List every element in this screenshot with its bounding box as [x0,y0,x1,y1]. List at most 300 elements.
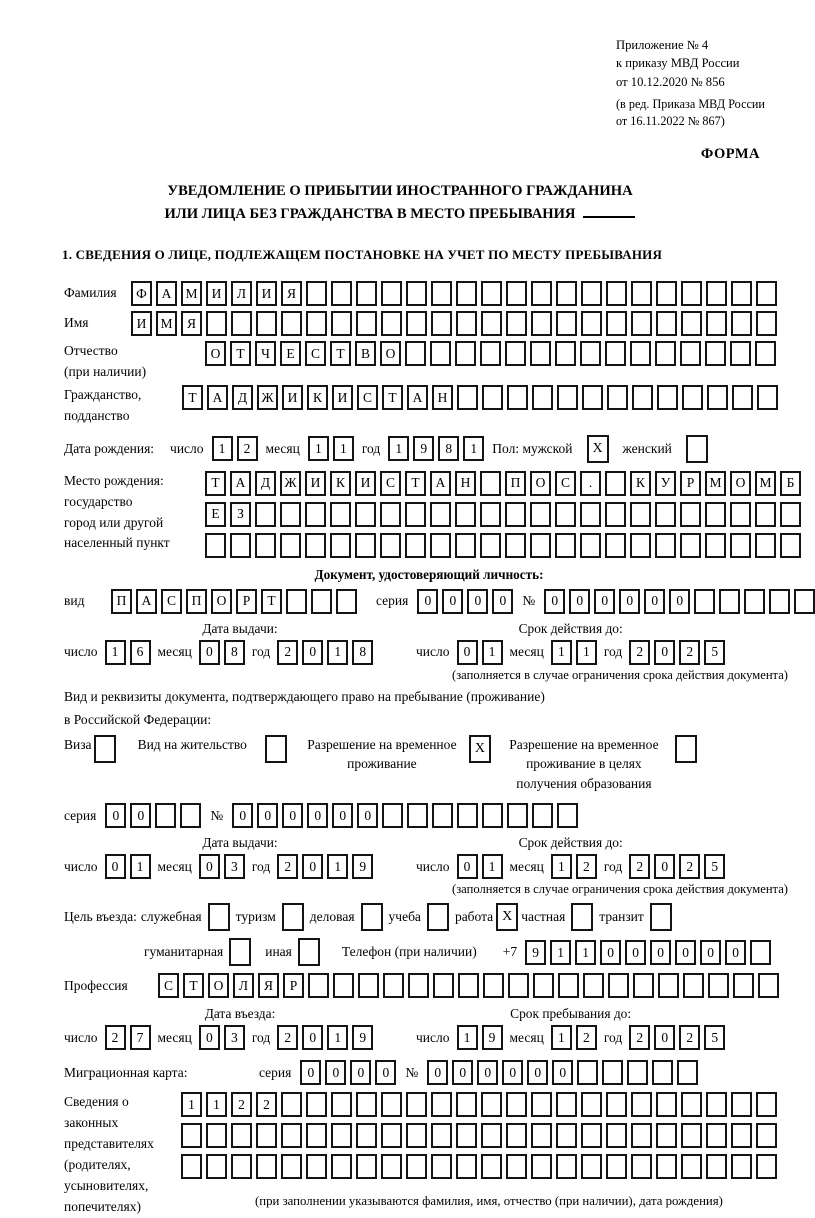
char-cell[interactable] [406,1092,427,1117]
char-cell[interactable] [432,803,453,828]
char-cell[interactable]: 0 [725,940,746,965]
char-cell[interactable]: И [305,471,326,496]
char-cell[interactable]: 0 [130,803,151,828]
char-cell[interactable]: 6 [130,640,151,665]
char-cell[interactable] [231,311,252,336]
char-cell[interactable]: 0 [502,1060,523,1085]
char-cell[interactable] [606,311,627,336]
char-cell[interactable] [206,311,227,336]
char-cell[interactable]: У [655,471,676,496]
char-cell[interactable] [731,1123,752,1148]
char-cell[interactable] [708,973,729,998]
char-cell[interactable]: 0 [669,589,690,614]
option-visa-checkbox[interactable] [94,735,116,763]
char-cell[interactable] [681,281,702,306]
char-cell[interactable]: Е [280,341,301,366]
purpose-other-checkbox[interactable] [298,938,320,966]
char-cell[interactable] [655,533,676,558]
char-cell[interactable] [230,533,251,558]
char-cell[interactable]: 2 [237,436,258,461]
char-cell[interactable]: 0 [307,803,328,828]
char-cell[interactable]: 1 [482,854,503,879]
char-cell[interactable] [286,589,307,614]
char-cell[interactable] [530,341,551,366]
char-cell[interactable] [331,1092,352,1117]
char-cell[interactable] [356,1123,377,1148]
char-cell[interactable] [330,533,351,558]
char-cell[interactable] [705,502,726,527]
char-cell[interactable] [280,533,301,558]
char-cell[interactable] [206,1123,227,1148]
char-cell[interactable] [657,385,678,410]
char-cell[interactable]: 1 [576,640,597,665]
char-cell[interactable]: 0 [675,940,696,965]
char-cell[interactable] [694,589,715,614]
char-cell[interactable] [605,341,626,366]
char-cell[interactable] [383,973,404,998]
char-cell[interactable] [730,502,751,527]
char-cell[interactable] [311,589,332,614]
char-cell[interactable] [530,533,551,558]
char-cell[interactable]: О [730,471,751,496]
char-cell[interactable]: И [256,281,277,306]
char-cell[interactable] [306,1154,327,1179]
char-cell[interactable]: 0 [199,1025,220,1050]
char-cell[interactable] [631,311,652,336]
char-cell[interactable]: 0 [654,640,675,665]
char-cell[interactable]: 0 [302,1025,323,1050]
char-cell[interactable] [731,281,752,306]
char-cell[interactable] [431,1154,452,1179]
char-cell[interactable] [458,973,479,998]
char-cell[interactable] [255,502,276,527]
char-cell[interactable]: Т [182,385,203,410]
char-cell[interactable] [356,311,377,336]
char-cell[interactable]: 2 [679,1025,700,1050]
char-cell[interactable] [506,311,527,336]
char-cell[interactable]: 2 [629,640,650,665]
char-cell[interactable]: Н [432,385,453,410]
char-cell[interactable] [433,973,454,998]
char-cell[interactable]: 9 [352,1025,373,1050]
char-cell[interactable] [706,1154,727,1179]
char-cell[interactable]: 2 [231,1092,252,1117]
char-cell[interactable] [730,341,751,366]
char-cell[interactable] [481,1154,502,1179]
char-cell[interactable]: Я [281,281,302,306]
char-cell[interactable]: 0 [552,1060,573,1085]
sex-female-checkbox[interactable] [686,435,708,463]
char-cell[interactable] [630,533,651,558]
char-cell[interactable] [577,1060,598,1085]
char-cell[interactable]: Т [205,471,226,496]
char-cell[interactable] [607,385,628,410]
char-cell[interactable] [480,533,501,558]
char-cell[interactable]: 1 [551,854,572,879]
char-cell[interactable] [681,1123,702,1148]
char-cell[interactable] [652,1060,673,1085]
char-cell[interactable]: 3 [224,854,245,879]
char-cell[interactable] [756,311,777,336]
char-cell[interactable] [756,1092,777,1117]
char-cell[interactable]: 0 [594,589,615,614]
char-cell[interactable]: Р [236,589,257,614]
char-cell[interactable] [356,281,377,306]
char-cell[interactable] [455,533,476,558]
char-cell[interactable]: 0 [457,854,478,879]
char-cell[interactable]: 1 [550,940,571,965]
char-cell[interactable]: 1 [327,640,348,665]
purpose-study-checkbox[interactable] [427,903,449,931]
char-cell[interactable] [606,281,627,306]
char-cell[interactable]: Е [205,502,226,527]
char-cell[interactable] [581,1092,602,1117]
char-cell[interactable]: 1 [457,1025,478,1050]
char-cell[interactable] [155,803,176,828]
char-cell[interactable]: 0 [569,589,590,614]
char-cell[interactable] [631,1123,652,1148]
char-cell[interactable] [680,502,701,527]
char-cell[interactable] [750,940,771,965]
char-cell[interactable] [455,341,476,366]
option-temp-residence-education-checkbox[interactable] [675,735,697,763]
char-cell[interactable] [756,281,777,306]
char-cell[interactable]: 0 [442,589,463,614]
char-cell[interactable] [731,1154,752,1179]
char-cell[interactable] [430,341,451,366]
char-cell[interactable]: П [505,471,526,496]
char-cell[interactable] [706,281,727,306]
char-cell[interactable]: 1 [206,1092,227,1117]
char-cell[interactable] [631,1092,652,1117]
char-cell[interactable] [755,502,776,527]
char-cell[interactable] [602,1060,623,1085]
char-cell[interactable]: Р [680,471,701,496]
char-cell[interactable] [605,502,626,527]
char-cell[interactable]: Б [780,471,801,496]
char-cell[interactable]: 1 [181,1092,202,1117]
option-residence-permit-checkbox[interactable] [265,735,287,763]
char-cell[interactable] [406,1123,427,1148]
char-cell[interactable]: И [282,385,303,410]
char-cell[interactable] [181,1154,202,1179]
char-cell[interactable] [580,502,601,527]
char-cell[interactable] [631,281,652,306]
char-cell[interactable]: 0 [477,1060,498,1085]
char-cell[interactable] [481,311,502,336]
char-cell[interactable]: К [630,471,651,496]
char-cell[interactable]: С [158,973,179,998]
char-cell[interactable] [382,803,403,828]
char-cell[interactable] [456,281,477,306]
char-cell[interactable] [780,502,801,527]
char-cell[interactable]: Д [232,385,253,410]
char-cell[interactable] [680,341,701,366]
char-cell[interactable]: Т [183,973,204,998]
char-cell[interactable]: 1 [575,940,596,965]
char-cell[interactable] [281,311,302,336]
sex-male-checkbox[interactable]: X [587,435,609,463]
char-cell[interactable] [508,973,529,998]
char-cell[interactable]: 0 [625,940,646,965]
char-cell[interactable] [480,471,501,496]
char-cell[interactable]: 0 [357,803,378,828]
purpose-humanitarian-checkbox[interactable] [229,938,251,966]
char-cell[interactable] [305,533,326,558]
char-cell[interactable] [180,803,201,828]
char-cell[interactable]: 0 [302,640,323,665]
char-cell[interactable] [356,1092,377,1117]
char-cell[interactable] [606,1092,627,1117]
char-cell[interactable] [605,471,626,496]
char-cell[interactable] [407,803,428,828]
char-cell[interactable] [506,1092,527,1117]
char-cell[interactable]: 5 [704,1025,725,1050]
char-cell[interactable]: 8 [438,436,459,461]
char-cell[interactable] [731,1092,752,1117]
char-cell[interactable] [456,1154,477,1179]
char-cell[interactable]: А [136,589,157,614]
char-cell[interactable] [532,385,553,410]
char-cell[interactable]: О [211,589,232,614]
char-cell[interactable]: 1 [130,854,151,879]
char-cell[interactable] [633,973,654,998]
char-cell[interactable] [683,973,704,998]
char-cell[interactable]: 0 [644,589,665,614]
char-cell[interactable] [256,311,277,336]
char-cell[interactable]: 0 [199,854,220,879]
char-cell[interactable]: 0 [457,640,478,665]
char-cell[interactable]: С [380,471,401,496]
char-cell[interactable]: 0 [544,589,565,614]
char-cell[interactable]: К [307,385,328,410]
char-cell[interactable] [336,589,357,614]
char-cell[interactable]: 0 [300,1060,321,1085]
char-cell[interactable] [630,341,651,366]
char-cell[interactable]: П [186,589,207,614]
char-cell[interactable] [333,973,354,998]
char-cell[interactable] [681,1154,702,1179]
char-cell[interactable] [556,1154,577,1179]
purpose-private-checkbox[interactable] [571,903,593,931]
char-cell[interactable]: А [156,281,177,306]
char-cell[interactable] [306,1092,327,1117]
char-cell[interactable] [331,1123,352,1148]
char-cell[interactable] [306,281,327,306]
char-cell[interactable]: 8 [352,640,373,665]
char-cell[interactable]: Т [330,341,351,366]
char-cell[interactable]: Ж [257,385,278,410]
char-cell[interactable]: 0 [427,1060,448,1085]
char-cell[interactable]: 2 [105,1025,126,1050]
char-cell[interactable]: 3 [224,1025,245,1050]
char-cell[interactable] [381,1123,402,1148]
char-cell[interactable]: С [357,385,378,410]
char-cell[interactable] [530,502,551,527]
char-cell[interactable] [780,533,801,558]
char-cell[interactable] [758,973,779,998]
purpose-commercial-checkbox[interactable] [361,903,383,931]
char-cell[interactable] [281,1092,302,1117]
char-cell[interactable] [408,973,429,998]
char-cell[interactable] [280,502,301,527]
char-cell[interactable] [355,502,376,527]
char-cell[interactable]: 0 [452,1060,473,1085]
char-cell[interactable] [181,1123,202,1148]
char-cell[interactable] [381,1154,402,1179]
char-cell[interactable]: Н [455,471,476,496]
char-cell[interactable]: 8 [224,640,245,665]
char-cell[interactable]: 1 [308,436,329,461]
char-cell[interactable] [656,1092,677,1117]
char-cell[interactable] [505,502,526,527]
char-cell[interactable]: 9 [352,854,373,879]
char-cell[interactable]: М [705,471,726,496]
char-cell[interactable] [755,341,776,366]
char-cell[interactable] [281,1123,302,1148]
char-cell[interactable] [680,533,701,558]
char-cell[interactable]: 1 [212,436,233,461]
char-cell[interactable]: 0 [282,803,303,828]
char-cell[interactable] [358,973,379,998]
char-cell[interactable]: 2 [576,854,597,879]
char-cell[interactable]: Я [258,973,279,998]
char-cell[interactable]: 1 [105,640,126,665]
char-cell[interactable] [308,973,329,998]
char-cell[interactable] [608,973,629,998]
char-cell[interactable] [558,973,579,998]
char-cell[interactable]: О [380,341,401,366]
purpose-business-checkbox[interactable] [208,903,230,931]
char-cell[interactable]: А [430,471,451,496]
char-cell[interactable] [630,502,651,527]
char-cell[interactable] [331,281,352,306]
char-cell[interactable]: П [111,589,132,614]
char-cell[interactable]: 2 [629,854,650,879]
char-cell[interactable] [507,385,528,410]
char-cell[interactable]: А [207,385,228,410]
char-cell[interactable] [506,1154,527,1179]
char-cell[interactable] [555,533,576,558]
char-cell[interactable]: А [407,385,428,410]
char-cell[interactable] [556,311,577,336]
char-cell[interactable] [256,1154,277,1179]
char-cell[interactable] [756,1123,777,1148]
char-cell[interactable]: 2 [576,1025,597,1050]
char-cell[interactable]: 0 [199,640,220,665]
char-cell[interactable] [557,803,578,828]
char-cell[interactable] [531,311,552,336]
char-cell[interactable]: . [580,471,601,496]
char-cell[interactable] [206,1154,227,1179]
char-cell[interactable]: А [230,471,251,496]
char-cell[interactable]: О [208,973,229,998]
char-cell[interactable]: Ж [280,471,301,496]
char-cell[interactable] [733,973,754,998]
char-cell[interactable] [581,281,602,306]
char-cell[interactable] [482,803,503,828]
char-cell[interactable] [482,385,503,410]
char-cell[interactable] [480,502,501,527]
char-cell[interactable]: Т [382,385,403,410]
char-cell[interactable] [457,385,478,410]
char-cell[interactable] [231,1123,252,1148]
char-cell[interactable] [406,1154,427,1179]
char-cell[interactable] [331,311,352,336]
char-cell[interactable] [655,341,676,366]
char-cell[interactable] [431,1092,452,1117]
char-cell[interactable] [605,533,626,558]
char-cell[interactable]: И [131,311,152,336]
char-cell[interactable] [306,311,327,336]
char-cell[interactable] [755,533,776,558]
char-cell[interactable]: Ч [255,341,276,366]
char-cell[interactable] [756,1154,777,1179]
option-temp-residence-checkbox[interactable]: X [469,735,491,763]
char-cell[interactable]: О [530,471,551,496]
char-cell[interactable] [606,1154,627,1179]
char-cell[interactable] [532,803,553,828]
char-cell[interactable] [656,1123,677,1148]
char-cell[interactable] [356,1154,377,1179]
char-cell[interactable]: 0 [375,1060,396,1085]
char-cell[interactable] [769,589,790,614]
char-cell[interactable] [406,281,427,306]
char-cell[interactable]: И [355,471,376,496]
char-cell[interactable] [406,311,427,336]
char-cell[interactable] [381,1092,402,1117]
char-cell[interactable] [380,533,401,558]
char-cell[interactable] [431,311,452,336]
char-cell[interactable] [794,589,815,614]
char-cell[interactable] [705,341,726,366]
char-cell[interactable] [305,502,326,527]
char-cell[interactable] [627,1060,648,1085]
char-cell[interactable]: 2 [277,1025,298,1050]
char-cell[interactable]: С [305,341,326,366]
char-cell[interactable] [658,973,679,998]
char-cell[interactable] [405,533,426,558]
char-cell[interactable]: 0 [600,940,621,965]
char-cell[interactable] [506,281,527,306]
char-cell[interactable] [705,533,726,558]
char-cell[interactable] [531,1154,552,1179]
char-cell[interactable] [556,281,577,306]
char-cell[interactable]: 0 [232,803,253,828]
char-cell[interactable]: Т [261,589,282,614]
char-cell[interactable]: 2 [679,854,700,879]
char-cell[interactable]: 0 [654,854,675,879]
purpose-tourism-checkbox[interactable] [282,903,304,931]
char-cell[interactable]: 0 [654,1025,675,1050]
char-cell[interactable] [556,1123,577,1148]
char-cell[interactable] [606,1123,627,1148]
char-cell[interactable]: 0 [257,803,278,828]
char-cell[interactable] [456,1123,477,1148]
char-cell[interactable] [706,1092,727,1117]
char-cell[interactable]: К [330,471,351,496]
char-cell[interactable]: 0 [700,940,721,965]
char-cell[interactable] [457,803,478,828]
char-cell[interactable] [331,1154,352,1179]
char-cell[interactable] [681,1092,702,1117]
char-cell[interactable] [732,385,753,410]
char-cell[interactable] [730,533,751,558]
char-cell[interactable]: Ф [131,281,152,306]
char-cell[interactable]: Т [405,471,426,496]
char-cell[interactable]: 0 [350,1060,371,1085]
char-cell[interactable]: Я [181,311,202,336]
